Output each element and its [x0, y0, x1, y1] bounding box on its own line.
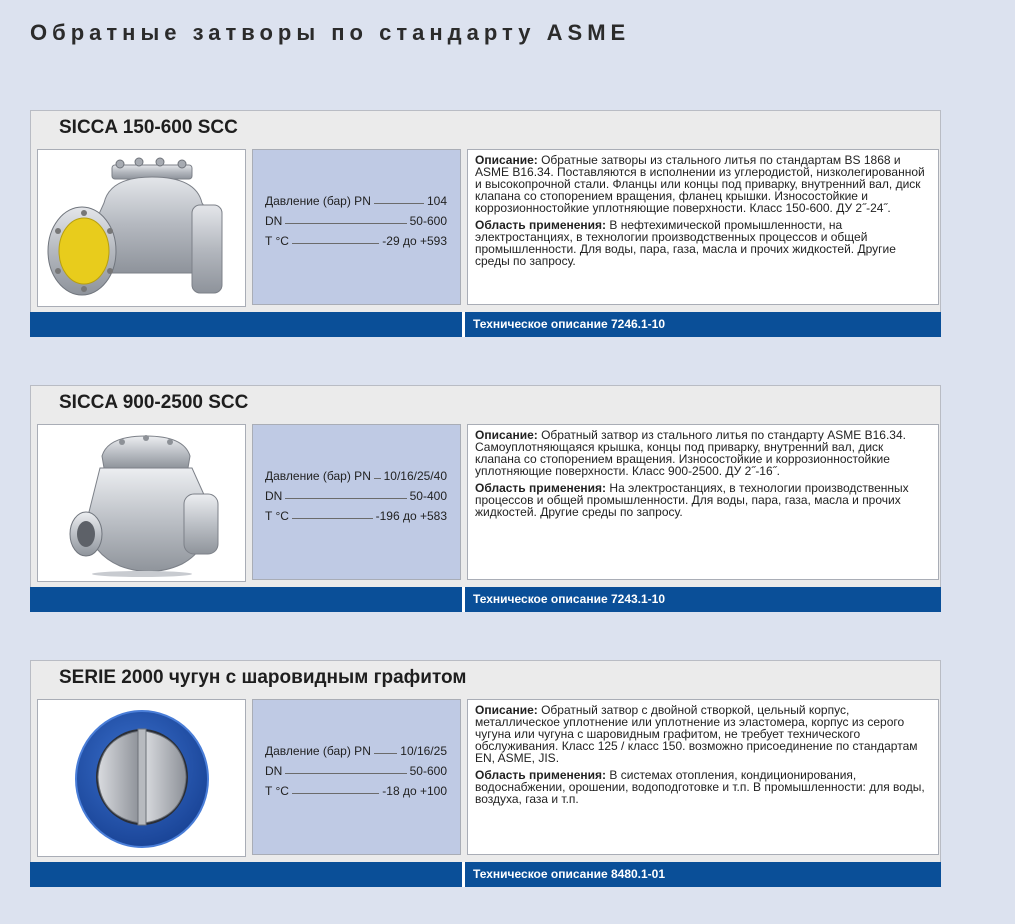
application-paragraph [475, 219, 931, 267]
spec-value: -18 до +100 [382, 784, 447, 798]
description-paragraph [475, 429, 931, 477]
product-footer-bar [30, 862, 941, 887]
technical-description-link[interactable]: Техническое описание 7246.1-10 [473, 317, 666, 331]
spec-leader-line [292, 793, 379, 794]
product-specs [252, 424, 461, 580]
description-text: Обратный затвор с двойной створкой, цельный корпус, металлическое уплотнение или уплотнение из эластомера, корпус из серого чугуна или чугуна с шаровидным графитом, не требует технического обслуживания. Класс 125 / класс 150. возможно присоединение по стандартам EN, ASME, JIS. [475, 703, 918, 765]
product-specs [252, 149, 461, 305]
application-label: Область применения: [475, 481, 607, 495]
spec-value: 104 [426, 194, 447, 208]
spec-row-pressure [265, 738, 447, 758]
dual-plate-check-valve-icon [42, 703, 242, 853]
spec-row-dn [265, 483, 447, 503]
spec-row-dn [265, 208, 447, 228]
application-label: Область применения: [475, 218, 607, 232]
product-card-box [30, 110, 941, 314]
spec-row-pressure [265, 463, 447, 483]
bar-separator [462, 587, 465, 612]
spec-row-dn [265, 758, 447, 778]
page-title: Обратные затворы по стандарту ASME [30, 20, 631, 45]
application-paragraph [475, 769, 931, 805]
product-card-box [30, 385, 941, 589]
product-footer-bar [30, 312, 941, 337]
spec-leader-line [374, 478, 381, 479]
application-text: В системах отопления, кондиционирования, водоснабжении, орошении, водоподготовке и т.п. В промышленности: для воды, воздуха, газа и т.п. [475, 768, 925, 806]
product-title: SICCA 150-600 SCC [59, 117, 238, 138]
spec-label: Давление (бар) PN [265, 194, 371, 208]
technical-description-link[interactable]: Техническое описание 8480.1-01 [473, 867, 666, 881]
application-label: Область применения: [475, 768, 607, 782]
flanged-swing-check-valve-icon [42, 153, 242, 303]
product-title: SICCA 900-2500 SCC [59, 392, 249, 413]
spec-leader-line [292, 243, 379, 244]
spec-value: 50-400 [409, 489, 447, 503]
description-paragraph [475, 704, 931, 764]
spec-label: T °C [265, 784, 289, 798]
spec-row-temperature [265, 228, 447, 248]
spec-leader-line [374, 753, 397, 754]
spec-label: DN [265, 214, 283, 228]
spec-label: DN [265, 764, 283, 778]
product-description [467, 424, 939, 580]
description-text: Обратные затворы из стального литья по стандартам BS 1868 и ASME B16.34. Поставляются в исполнении из углеродистой, низколегированной и высокопрочной стали. Фланцы или концы под приварку, внутренний вал, диск клапана со стопорением вращения, фланец крышки. Износостойкие и коррозионностойкие уплотняющие поверхности. Класс 150-600. ДУ 2˝-24˝. [475, 153, 925, 215]
spec-leader-line [285, 223, 406, 224]
product-photo [37, 424, 246, 582]
product-description [467, 699, 939, 855]
description-label: Описание: [475, 428, 538, 442]
application-text: В нефтехимической промышленности, на электростанциях, в технологии производственных процессов и общей промышленности. Для воды, пара, газа, масла и прочих жидкостей. Другие среды по запросу. [475, 218, 896, 268]
product-specs [252, 699, 461, 855]
technical-description-link[interactable]: Техническое описание 7243.1-10 [473, 592, 666, 606]
spec-value: 10/16/25/40 [383, 469, 447, 483]
spec-value: 50-600 [409, 214, 447, 228]
spec-leader-line [374, 203, 424, 204]
spec-leader-line [285, 498, 406, 499]
spec-leader-line [292, 518, 373, 519]
product-card-sicca-150-600 [30, 110, 941, 338]
spec-value: -29 до +593 [382, 234, 447, 248]
application-paragraph [475, 482, 931, 518]
welded-swing-check-valve-icon [42, 428, 242, 578]
product-description [467, 149, 939, 305]
spec-label: DN [265, 489, 283, 503]
application-text: На электростанциях, в технологии производственных процессов и общей промышленности. Для воды, пара, газа, масла и прочих жидкостей. Другие среды по запросу. [475, 481, 909, 519]
description-text: Обратный затвор из стального литья по стандарту ASME B16.34. Самоуплотняющаяся крышка, концы под приварку, внутренний вал, диск клапана со стопорением вращения. Износостойкие и коррозионностойкие уплотняющие поверхности. Класс 900-2500. ДУ 2˝-16˝. [475, 428, 906, 478]
spec-row-temperature [265, 503, 447, 523]
spec-leader-line [285, 773, 406, 774]
spec-label: T °C [265, 509, 289, 523]
spec-value: -196 до +583 [375, 509, 447, 523]
bar-separator [462, 862, 465, 887]
product-title: SERIE 2000 чугун с шаровидным графитом [59, 667, 467, 688]
spec-label: T °C [265, 234, 289, 248]
spec-label: Давление (бар) PN [265, 469, 371, 483]
product-footer-bar [30, 587, 941, 612]
product-photo [37, 149, 246, 307]
description-label: Описание: [475, 153, 538, 167]
description-paragraph [475, 154, 931, 214]
spec-value: 50-600 [409, 764, 447, 778]
spec-row-temperature [265, 778, 447, 798]
product-card-serie-2000 [30, 660, 941, 888]
spec-label: Давление (бар) PN [265, 744, 371, 758]
spec-row-pressure [265, 188, 447, 208]
bar-separator [462, 312, 465, 337]
description-label: Описание: [475, 703, 538, 717]
product-card-box [30, 660, 941, 864]
product-photo [37, 699, 246, 857]
product-card-sicca-900-2500 [30, 385, 941, 613]
spec-value: 10/16/25 [400, 744, 447, 758]
